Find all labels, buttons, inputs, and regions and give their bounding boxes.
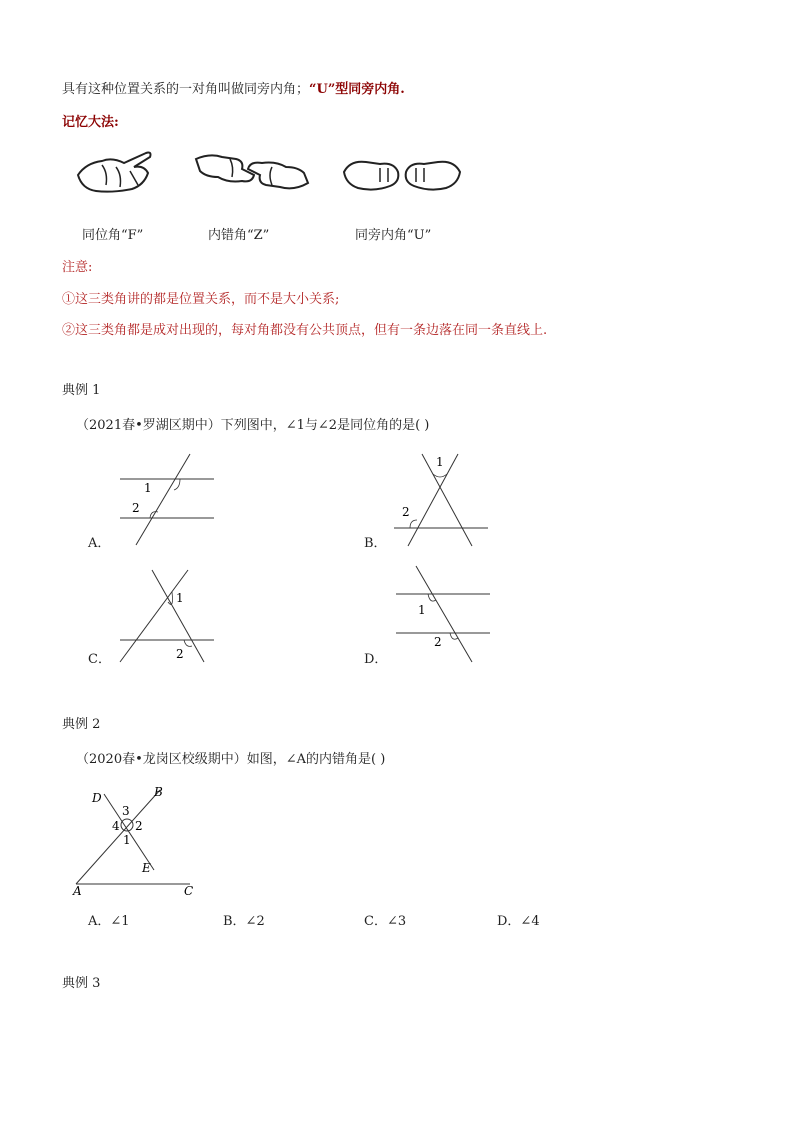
example1-question: （2021春•罗湖区期中）下列图中，∠1与∠2是同位角的是( ) [76,418,430,433]
example2-choice-b: B．∠2 [223,914,265,929]
figure-a [116,452,220,548]
intro-line [62,82,405,98]
note-item-2: ②这三类角都是成对出现的，每对角都没有公共顶点，但有一条边落在同一条直线上. [62,323,548,338]
label-2: 2 [176,647,184,661]
memory-title: 记忆大法: [62,115,119,130]
example1-heading: 典例 1 [62,383,101,398]
point-e: E [142,861,151,875]
caption-u: 同旁内角“U” [355,228,432,243]
label-2: 2 [402,505,410,519]
figure-c [116,566,216,666]
label-2: 2 [132,501,140,515]
point-c: C [184,884,194,898]
example3-heading: 典例 3 [62,976,101,991]
label-1: 1 [176,591,184,605]
figure-d [392,564,496,664]
intro-highlight: “U”型同旁内角. [309,82,405,97]
example2-heading: 典例 2 [62,717,101,732]
point-d: D [92,791,102,805]
point-a: A [73,884,82,898]
caption-z: 内错角“Z” [208,228,270,243]
label-1: 1 [436,455,444,469]
example2-choice-c: C．∠3 [364,914,407,929]
angle-1-label: 1 [123,833,131,847]
label-1: 1 [418,603,426,617]
hand-gesture-u-image [340,150,464,198]
option-b-label: B． [364,536,387,551]
notes-title: 注意: [62,260,93,275]
example2-question: （2020春•龙岗区校级期中）如图，∠A的内错角是( ) [76,752,386,767]
option-a-label: A． [88,536,111,551]
caption-f: 同位角“F” [82,228,144,243]
hand-gesture-f-image [72,145,172,195]
intro-text: 具有这种位置关系的一对角叫做同旁内角； [62,82,310,97]
example2-figure [70,784,200,900]
option-c-label: C． [88,652,111,667]
note-item-1: ①这三类角讲的都是位置关系，而不是大小关系; [62,292,340,307]
example2-choice-d: D．∠4 [497,914,540,929]
hand-gesture-z-image [192,147,312,197]
example2-choice-a: A．∠1 [88,914,130,929]
angle-2-label: 2 [135,819,143,833]
angle-4-label: 4 [112,819,120,833]
label-1: 1 [144,481,152,495]
figure-b [392,450,492,550]
angle-3-label: 3 [122,804,130,818]
option-d-label: D． [364,652,388,667]
point-b: B [154,785,163,799]
label-2: 2 [434,635,442,649]
